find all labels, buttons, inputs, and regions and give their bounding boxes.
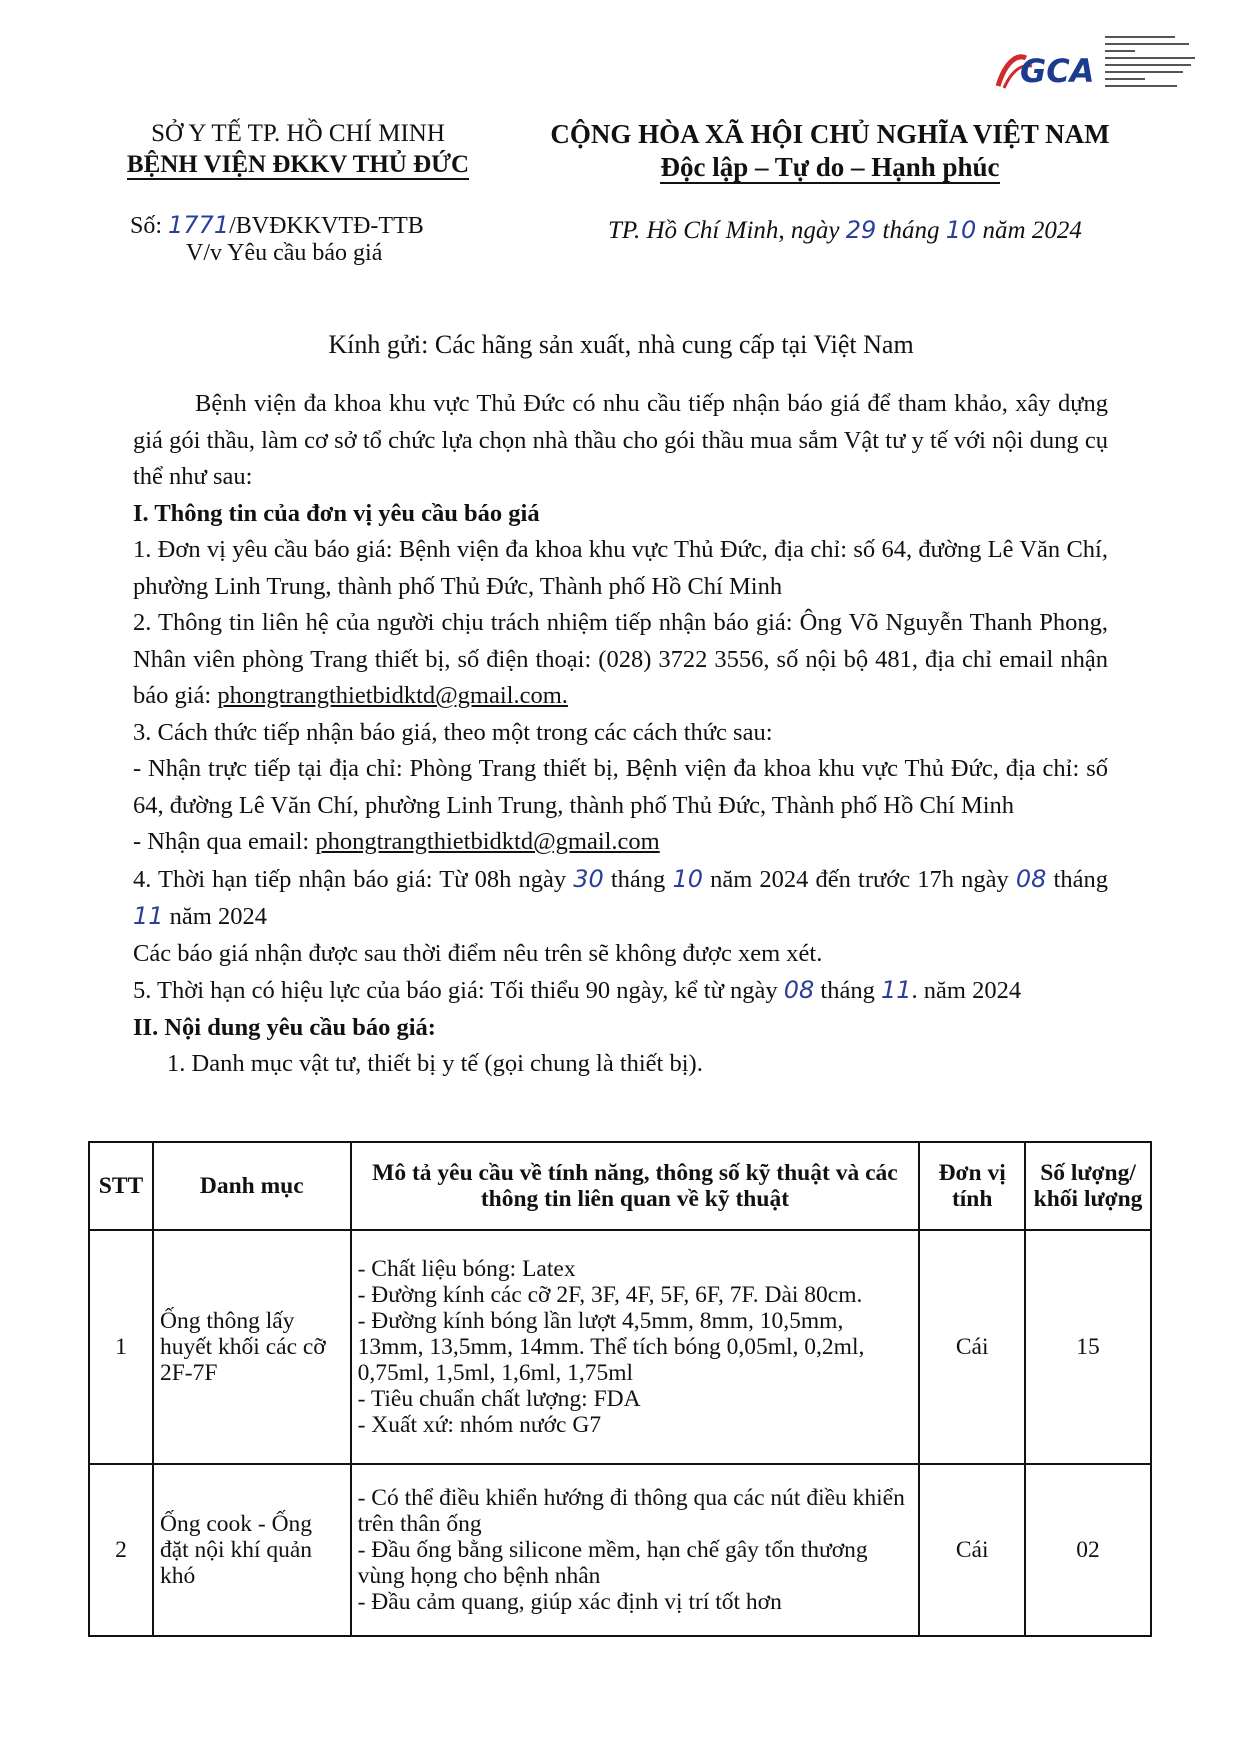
equipment-table	[88, 1141, 1152, 1637]
section1-item5: 5. Thời hạn có hiệu lực của báo giá: Tối thiểu 90 ngày, kể từ ngày 08 tháng 11. năm 2024	[133, 976, 1022, 1004]
row-stt: 1	[89, 1230, 153, 1464]
national-motto-line1: CỘNG HÒA XÃ HỘI CHỦ NGHĨA VIỆT NAM	[550, 119, 1110, 149]
section1-item1: 1. Đơn vị yêu cầu báo giá: Bệnh viện đa khoa khu vực Thủ Đức, địa chỉ: số 64, đường Lê Văn Chí, phường Linh Trung, thành phố Thủ Đức, Thành phố Hồ Chí Minh	[133, 536, 1108, 600]
header-desc: Mô tả yêu cầu về tính năng, thông số kỹ thuật và các thông tin liên quan về kỹ thuật	[351, 1142, 920, 1230]
header-name: Danh mục	[153, 1142, 351, 1230]
row-name: Ống thông lấy huyết khối các cỡ 2F-7F	[153, 1230, 351, 1464]
section1-item4: 4. Thời hạn tiếp nhận báo giá: Từ 08h ngày 30 tháng 10 năm 2024 đến trước 17h ngày 08 tháng 11 năm 2024	[133, 864, 1108, 930]
signature-logo	[992, 50, 1102, 99]
row-qty: 02	[1025, 1464, 1151, 1636]
agency-line1: SỞ Y TẾ TP. HỒ CHÍ MINH	[151, 120, 445, 147]
national-motto-line2: Độc lập – Tự do – Hạnh phúc	[660, 152, 1000, 182]
agency-header	[98, 118, 498, 180]
signature-text-lines-icon	[1105, 34, 1225, 92]
header-qty: Số lượng/ khối lượng	[1025, 1142, 1151, 1230]
table-row	[89, 1230, 1151, 1464]
intro-paragraph: Bệnh viện đa khoa khu vực Thủ Đức có nhu cầu tiếp nhận báo giá để tham khảo, xây dựng giá gói thầu, làm cơ sở tổ chức lựa chọn nhà thầu cho gói thầu mua sắm Vật tư y tế với nội dung cụ thể như sau:	[133, 390, 1108, 490]
section1-item3a: - Nhận trực tiếp tại địa chỉ: Phòng Trang thiết bị, Bệnh viện đa khoa khu vực Thủ Đức, địa chỉ: số 64, đường Lê Văn Chí, phường Linh Trung, thành phố Thủ Đức, Thành phố Hồ Chí Minh	[133, 755, 1108, 819]
document-subject: V/v Yêu cầu báo giá	[186, 240, 383, 266]
logo-text: GCA	[1020, 52, 1095, 90]
section1-item2: 2. Thông tin liên hệ của người chịu trách nhiệm tiếp nhận báo giá: Ông Võ Nguyễn Thanh Phong, Nhân viên phòng Trang thiết bị, số điện thoại: (028) 3722 3556, số nội bộ 481, địa chỉ email nhận báo giá: phongtrangthietbidktd@gmail.com.	[133, 609, 1108, 709]
document-number: Số: 1771/BVĐKKVTĐ-TTB	[130, 211, 424, 239]
row-unit: Cái	[919, 1230, 1025, 1464]
handwritten-number: 1771	[168, 211, 230, 239]
row-desc: - Có thể điều khiển hướng đi thông qua các nút điều khiển trên thân ống - Đầu ống bằng silicone mềm, hạn chế gây tổn thương vùng họng cho bệnh nhân - Đầu cảm quang, giúp xác định vị trí tốt hơn	[351, 1464, 920, 1636]
section1-item3b: - Nhận qua email: phongtrangthietbidktd@gmail.com	[133, 828, 660, 855]
handwritten-month: 10	[945, 216, 977, 244]
document-body	[133, 386, 1108, 1083]
signature-details	[1105, 34, 1225, 95]
email-link[interactable]: phongtrangthietbidktd@gmail.com.	[217, 682, 568, 709]
row-unit: Cái	[919, 1464, 1025, 1636]
email-link-2[interactable]: phongtrangthietbidktd@gmail.com	[315, 828, 660, 855]
row-stt: 2	[89, 1464, 153, 1636]
handwritten-day: 29	[845, 216, 877, 244]
row-name: Ống cook - Ống đặt nội khí quản khó	[153, 1464, 351, 1636]
recipient-line: Kính gửi: Các hãng sản xuất, nhà cung cấp tại Việt Nam	[328, 330, 914, 359]
section1-note: Các báo giá nhận được sau thời điểm nêu trên sẽ không được xem xét.	[133, 939, 823, 967]
table-header-row	[89, 1142, 1151, 1230]
national-header	[520, 118, 1140, 184]
header-stt: STT	[89, 1142, 153, 1230]
table-row	[89, 1464, 1151, 1636]
section1-title: I. Thông tin của đơn vị yêu cầu báo giá	[133, 499, 540, 527]
header-unit: Đơn vị tính	[919, 1142, 1025, 1230]
section2-title: II. Nội dung yêu cầu báo giá:	[133, 1013, 436, 1041]
agency-line2: BỆNH VIỆN ĐKKV THỦ ĐỨC	[126, 151, 470, 178]
row-qty: 15	[1025, 1230, 1151, 1464]
section1-item3: 3. Cách thức tiếp nhận báo giá, theo một trong các cách thức sau:	[133, 718, 773, 746]
row-desc: - Chất liệu bóng: Latex - Đường kính các cỡ 2F, 3F, 4F, 5F, 6F, 7F. Dài 80cm. - Đường kính bóng lần lượt 4,5mm, 8mm, 10,5mm, 13mm, 13,5mm, 14mm. Thể tích bóng 0,05ml, 0,2ml, 0,75ml, 1,5ml, 1,6ml, 1,75ml - Tiêu chuẩn chất lượng: FDA - Xuất xứ: nhóm nước G7	[351, 1230, 920, 1464]
section2-sub1: 1. Danh mục vật tư, thiết bị y tế (gọi chung là thiết bị).	[167, 1050, 703, 1077]
document-date: TP. Hồ Chí Minh, ngày 29 tháng 10 năm 2024	[608, 216, 1082, 244]
